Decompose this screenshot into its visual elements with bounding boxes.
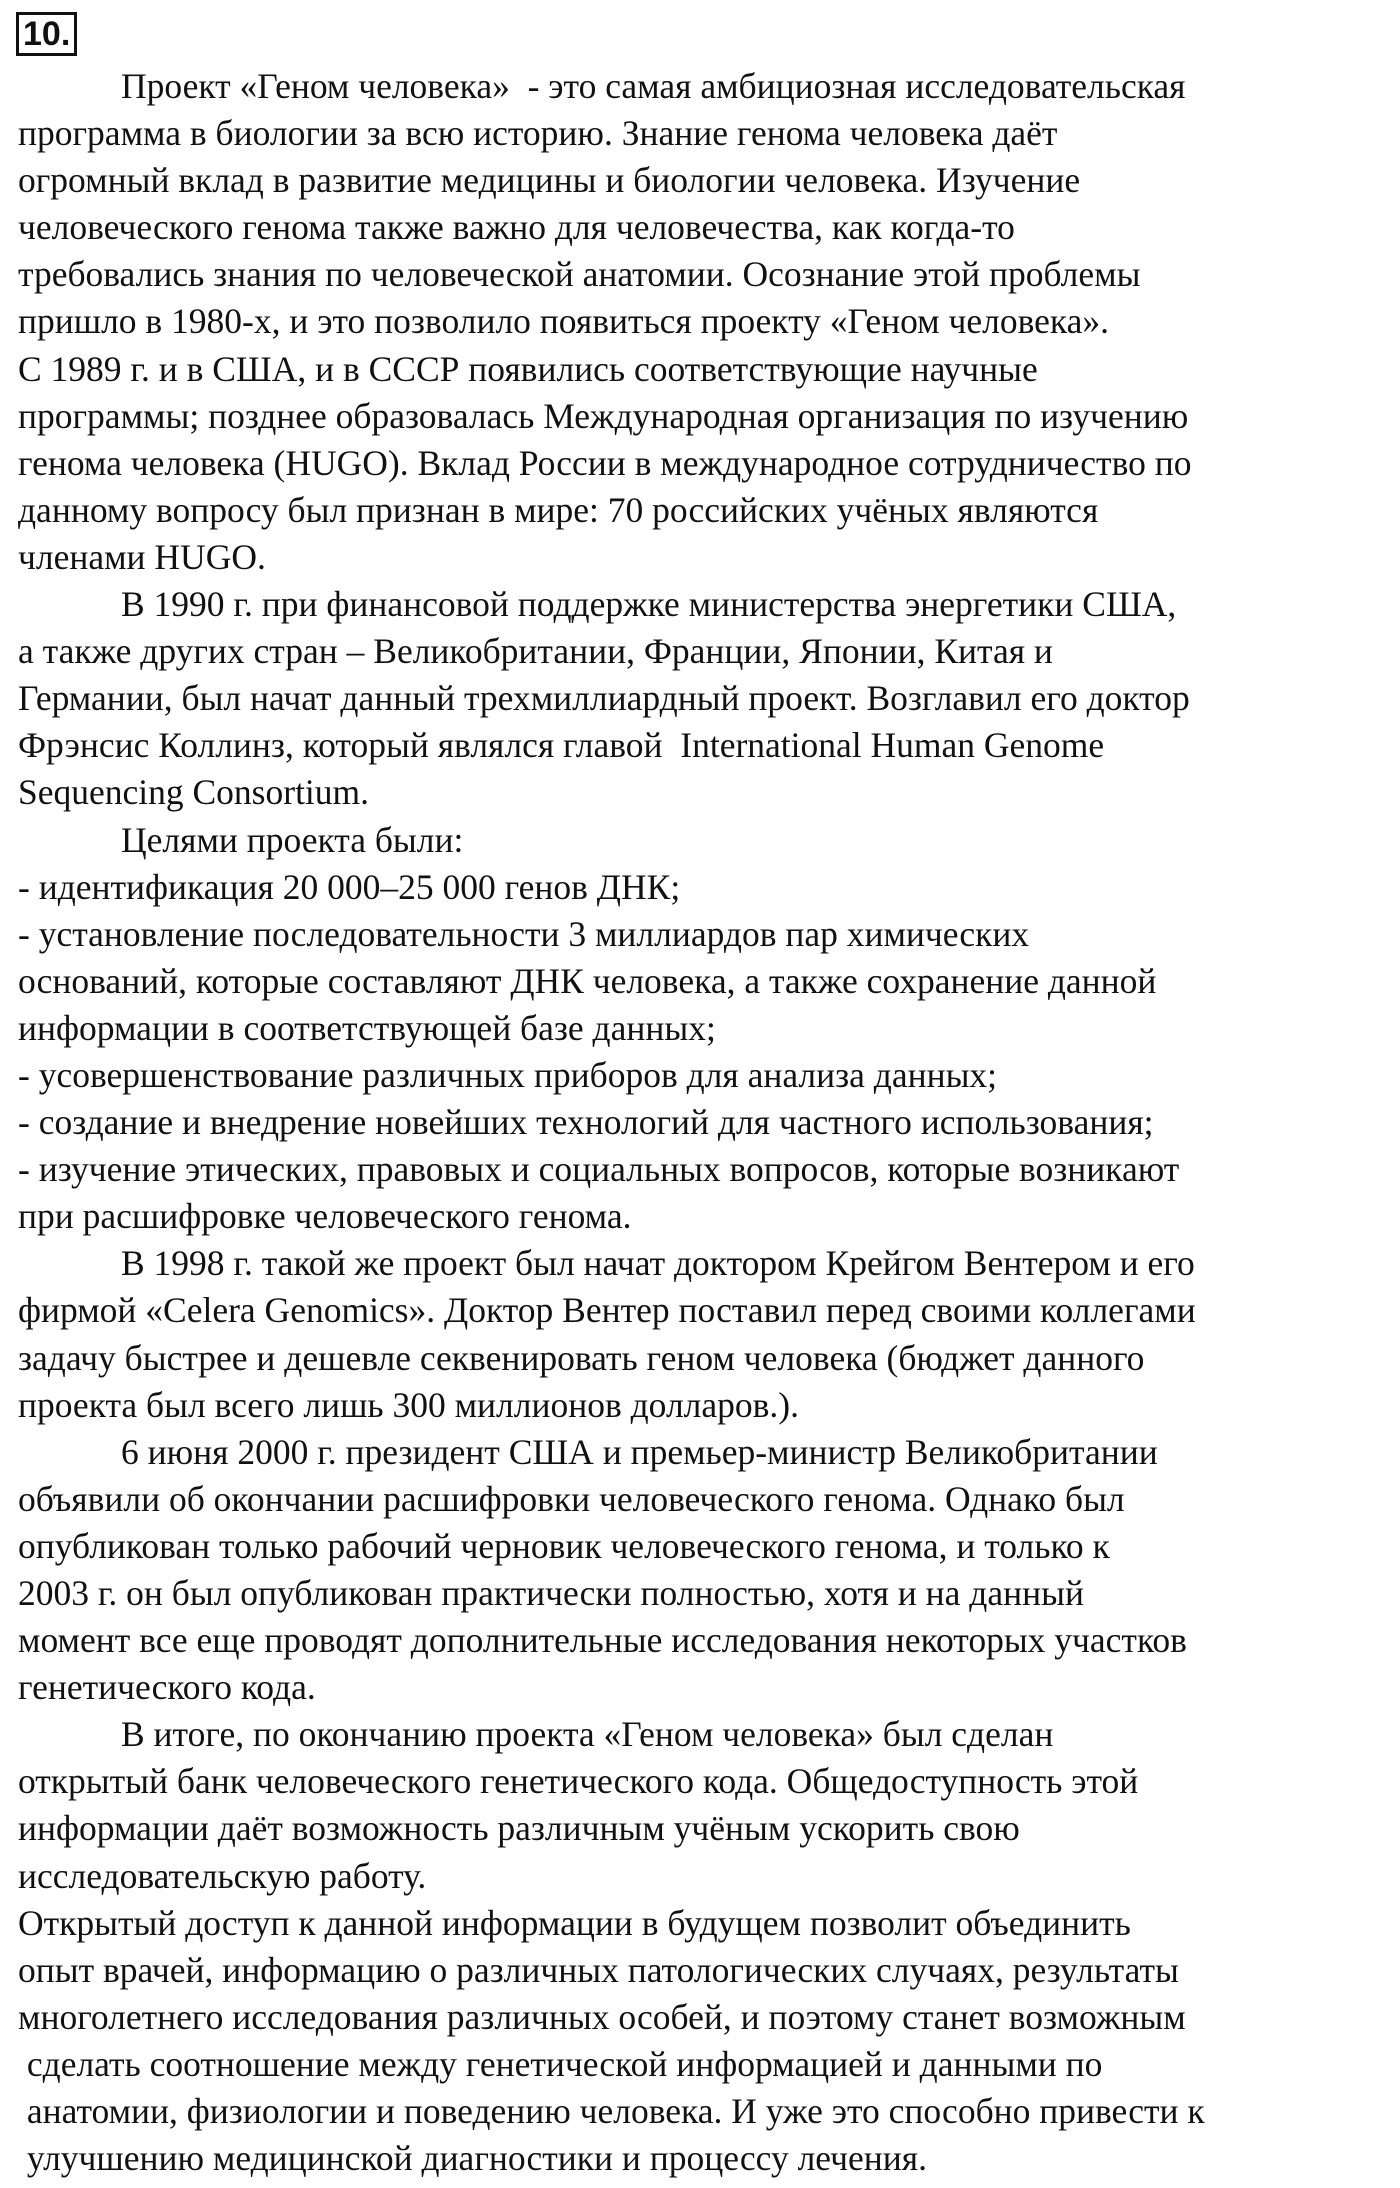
text-line: В 1998 г. такой же проект был начат доктором Крейгом Вентером и его: [121, 1243, 1195, 1284]
text-line: генома человека (HUGO). Вклад России в международное сотрудничество по: [18, 442, 1192, 483]
text-line: проекта был всего лишь 300 миллионов долларов.).: [18, 1384, 799, 1425]
text-line: С 1989 г. и в США, и в СССР появились соответствующие научные: [18, 348, 1038, 389]
text-line: данному вопросу был признан в мире: 70 российских учёных являются: [18, 489, 1099, 530]
text-line: 2003 г. он был опубликован практически полностью, хотя и на данный: [18, 1573, 1084, 1613]
text-line: Фрэнсис Коллинз, который являлся главой International Human Genome: [18, 725, 1105, 766]
text-line: исследовательскую работу.: [18, 1855, 427, 1896]
text-line: Целями проекта были:: [121, 819, 464, 860]
text-line: открытый банк человеческого генетического кода. Общедоступность этой: [18, 1761, 1139, 1802]
text-line: человеческого генома также важно для человечества, как когда-то: [18, 207, 1015, 248]
text-line: при расшифровке человеческого генома.: [18, 1196, 632, 1237]
text-line: - усовершенствование различных приборов для анализа данных;: [18, 1054, 998, 1095]
exercise-number: 10.: [16, 12, 77, 56]
text-line: многолетнего исследования различных особей, и поэтому станет возможным: [18, 1996, 1186, 2037]
text-line: а также других стран – Великобритании, Франции, Японии, Китая и: [18, 631, 1053, 672]
text-line: 6 июня 2000 г. президент США и премьер-министр Великобритании: [121, 1431, 1158, 1472]
text-line: - создание и внедрение новейших технологий для частного использования;: [18, 1102, 1154, 1143]
text-line: информации даёт возможность различным учёным ускорить свою: [18, 1808, 1020, 1849]
text-line: фирмой «Celera Genomics». Доктор Вентер поставил перед своими коллегами: [18, 1290, 1196, 1331]
text-line: оснований, которые составляют ДНК человека, а также сохранение данной: [18, 960, 1157, 1001]
text-line: генетического кода.: [18, 1667, 316, 1708]
text-line: - изучение этических, правовых и социальных вопросов, которые возникают: [18, 1149, 1180, 1190]
text-line: В итоге, по окончанию проекта «Геном человека» был сделан: [121, 1714, 1054, 1755]
text-line: - установление последовательности 3 миллиардов пар химических: [18, 913, 1030, 954]
text-line: информации в соответствующей базе данных;: [18, 1007, 716, 1048]
text-line: программы; позднее образовалась Международная организация по изучению: [18, 395, 1189, 436]
text-line: - идентификация 20 000–25 000 генов ДНК;: [18, 866, 681, 907]
text-line: опыт врачей, информацию о различных патологических случаях, результаты: [18, 1949, 1179, 1990]
text-line: опубликован только рабочий черновик человеческого генома, и только к: [18, 1525, 1110, 1566]
text-line: задачу быстрее и дешевле секвенировать геном человека (бюджет данного: [18, 1337, 1145, 1378]
document-body: [18, 63, 1388, 2182]
text-line: Германии, был начат данный трехмиллиардный проект. Возглавил его доктор: [18, 678, 1190, 719]
text-line: программа в биологии за всю историю. Знание генома человека даёт: [18, 113, 1058, 154]
text-line: пришло в 1980-х, и это позволило появиться проекту «Геном человека».: [18, 301, 1109, 342]
text-line: сделать соотношение между генетической информацией и данными по: [18, 2043, 1103, 2084]
text-line: объявили об окончании расшифровки человеческого генома. Однако был: [18, 1478, 1125, 1519]
text-line: членами HUGO.: [18, 536, 266, 577]
text-line: анатомии, физиологии и поведению человека. И уже это способно привести к: [18, 2091, 1205, 2132]
text-line: момент все еще проводят дополнительные исследования некоторых участков: [18, 1620, 1187, 1661]
text-line: Открытый доступ к данной информации в будущем позволит объединить: [18, 1902, 1131, 1943]
text-line: Sequencing Consortium.: [18, 772, 370, 813]
text-line: В 1990 г. при финансовой поддержке министерства энергетики США,: [121, 584, 1177, 625]
document-page: [18, 10, 1388, 2182]
text-line: требовались знания по человеческой анатомии. Осознание этой проблемы: [18, 254, 1141, 295]
text-line: улучшению медицинской диагностики и процессу лечения.: [18, 2138, 927, 2179]
text-line: огромный вклад в развитие медицины и биологии человека. Изучение: [18, 160, 1081, 201]
text-line: Проект «Геном человека» - это самая амбициозная исследовательская: [121, 66, 1186, 106]
